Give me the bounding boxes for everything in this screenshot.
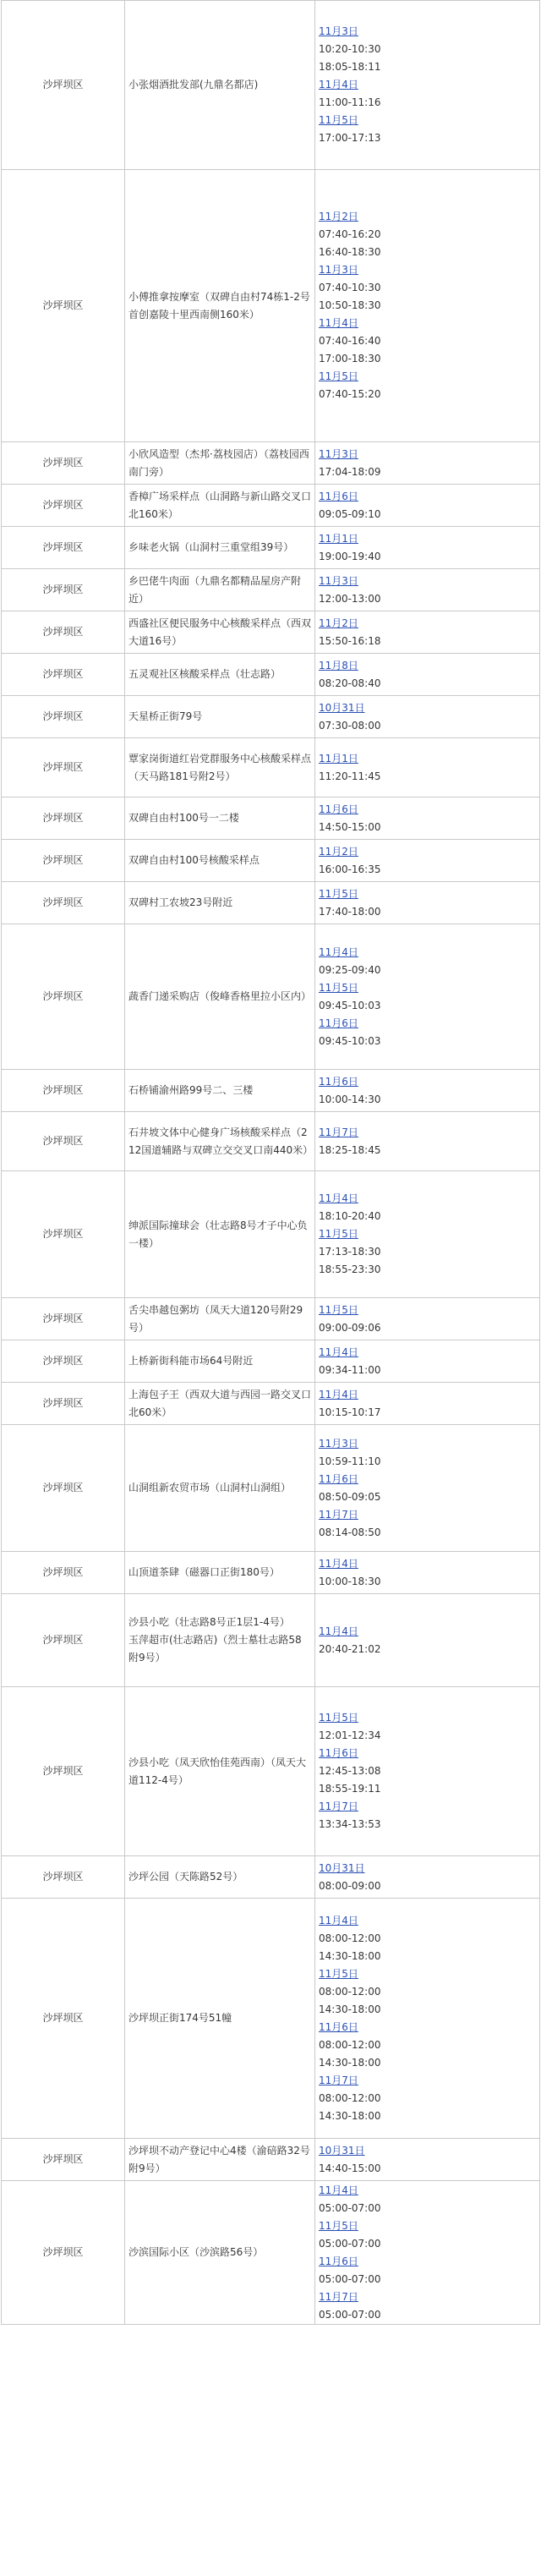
place-name: 沙滨国际小区（沙滨路56号） bbox=[128, 2246, 264, 2258]
time-range: 07:40-15:20 bbox=[319, 388, 381, 400]
time-cell bbox=[315, 696, 540, 738]
time-range: 17:13-18:30 bbox=[319, 1246, 381, 1258]
time-range: 18:55-19:11 bbox=[319, 1783, 381, 1795]
district-cell: 沙坪坝区 bbox=[2, 1070, 125, 1112]
time-range: 14:30-18:00 bbox=[319, 2056, 381, 2069]
place-name: 天星桥正街79号 bbox=[128, 710, 203, 722]
time-range: 09:45-10:03 bbox=[319, 1034, 381, 1047]
table-row bbox=[2, 1, 540, 170]
time-range: 14:30-18:00 bbox=[319, 2109, 381, 2122]
district-cell: 沙坪坝区 bbox=[2, 1687, 125, 1856]
date-link[interactable]: 11月4日 bbox=[319, 1192, 358, 1204]
table-row bbox=[2, 1899, 540, 2139]
time-range: 09:45-10:03 bbox=[319, 999, 381, 1011]
time-cell bbox=[315, 1070, 540, 1112]
table-row bbox=[2, 485, 540, 527]
time-range: 12:00-13:00 bbox=[319, 592, 381, 605]
time-range: 14:50-15:00 bbox=[319, 820, 381, 833]
time-range: 08:00-12:00 bbox=[319, 2038, 381, 2051]
place-cell bbox=[125, 527, 315, 569]
time-range: 08:00-12:00 bbox=[319, 1985, 381, 1998]
district-cell: 沙坪坝区 bbox=[2, 569, 125, 611]
place-cell bbox=[125, 1340, 315, 1383]
table-row bbox=[2, 797, 540, 840]
table-row bbox=[2, 2139, 540, 2181]
date-link[interactable]: 11月1日 bbox=[319, 532, 358, 545]
date-link[interactable]: 11月4日 bbox=[319, 1388, 358, 1400]
place-cell bbox=[125, 2139, 315, 2181]
district-cell: 沙坪坝区 bbox=[2, 738, 125, 797]
place-cell bbox=[125, 1856, 315, 1899]
place-cell bbox=[125, 654, 315, 696]
district-cell: 沙坪坝区 bbox=[2, 654, 125, 696]
district-cell: 沙坪坝区 bbox=[2, 1425, 125, 1552]
date-link[interactable]: 11月3日 bbox=[319, 264, 358, 276]
time-cell bbox=[315, 1552, 540, 1594]
table-row bbox=[2, 1856, 540, 1899]
table-row bbox=[2, 2181, 540, 2325]
table-row bbox=[2, 882, 540, 924]
district-cell: 沙坪坝区 bbox=[2, 442, 125, 485]
time-cell bbox=[315, 1856, 540, 1899]
table-row bbox=[2, 569, 540, 611]
time-cell bbox=[315, 527, 540, 569]
time-range: 11:00-11:16 bbox=[319, 96, 381, 108]
place-name: 沙县小吃（壮志路8号正1层1-4号） bbox=[128, 1616, 290, 1628]
time-range: 07:40-16:40 bbox=[319, 335, 381, 347]
date-link[interactable]: 11月4日 bbox=[319, 1557, 358, 1570]
place-cell bbox=[125, 611, 315, 654]
date-link[interactable]: 11月6日 bbox=[319, 2020, 358, 2033]
date-link[interactable]: 11月6日 bbox=[319, 2255, 358, 2267]
table-row bbox=[2, 1687, 540, 1856]
district-cell: 沙坪坝区 bbox=[2, 1298, 125, 1340]
place-name: 石桥铺渝州路99号二、三楼 bbox=[128, 1084, 254, 1096]
table-row bbox=[2, 527, 540, 569]
time-range: 08:00-12:00 bbox=[319, 2091, 381, 2104]
date-link[interactable]: 11月7日 bbox=[319, 1800, 358, 1812]
place-cell bbox=[125, 1112, 315, 1171]
time-range: 07:40-16:20 bbox=[319, 228, 381, 240]
time-range: 13:34-13:53 bbox=[319, 1818, 381, 1830]
date-link[interactable]: 11月2日 bbox=[319, 617, 358, 629]
date-link[interactable]: 11月3日 bbox=[319, 574, 358, 587]
time-range: 11:20-11:45 bbox=[319, 770, 381, 782]
time-cell bbox=[315, 1594, 540, 1687]
time-cell bbox=[315, 1383, 540, 1425]
date-link[interactable]: 11月4日 bbox=[319, 945, 358, 958]
place-cell bbox=[125, 1687, 315, 1856]
date-link[interactable]: 10月31日 bbox=[319, 1861, 365, 1874]
district-cell: 沙坪坝区 bbox=[2, 797, 125, 840]
date-link[interactable]: 11月5日 bbox=[319, 1967, 358, 1980]
time-range: 19:00-19:40 bbox=[319, 550, 381, 562]
date-link[interactable]: 11月7日 bbox=[319, 2290, 358, 2303]
district-cell: 沙坪坝区 bbox=[2, 1594, 125, 1687]
date-link[interactable]: 11月7日 bbox=[319, 1126, 358, 1138]
time-range: 07:40-10:30 bbox=[319, 282, 381, 293]
time-cell bbox=[315, 569, 540, 611]
time-cell bbox=[315, 1171, 540, 1298]
district-cell: 沙坪坝区 bbox=[2, 1856, 125, 1899]
time-range: 09:25-09:40 bbox=[319, 963, 381, 976]
place-name: 舌尖串越包粥坊（凤天大道120号附29号） bbox=[128, 1303, 303, 1334]
table-row bbox=[2, 1298, 540, 1340]
place-cell bbox=[125, 442, 315, 485]
time-cell bbox=[315, 1340, 540, 1383]
place-name: 覃家岗街道红岩党群服务中心核酸采样点（天马路181号附2号） bbox=[128, 752, 312, 782]
place-name: 香樟广场采样点（山洞路与新山路交叉口北160米） bbox=[128, 490, 312, 520]
district-cell: 沙坪坝区 bbox=[2, 527, 125, 569]
place-cell bbox=[125, 1383, 315, 1425]
district-cell: 沙坪坝区 bbox=[2, 1340, 125, 1383]
place-name: 上桥新街科能市场64号附近 bbox=[128, 1355, 254, 1367]
place-name: 五灵观社区核酸采样点（壮志路） bbox=[128, 668, 281, 680]
table-row bbox=[2, 696, 540, 738]
time-cell bbox=[315, 654, 540, 696]
date-link[interactable]: 10月31日 bbox=[319, 2144, 365, 2157]
place-name: 石井坡文体中心健身广场核酸采样点（212国道辅路与双碑立交交叉口南440米） bbox=[128, 1126, 314, 1156]
time-cell bbox=[315, 1687, 540, 1856]
time-range: 12:01-12:34 bbox=[319, 1729, 381, 1741]
place-name: 沙县小吃（凤天欣怡佳苑西南）（凤天大道112-4号） bbox=[128, 1756, 307, 1786]
time-cell bbox=[315, 840, 540, 882]
time-range: 14:40-15:00 bbox=[319, 2162, 381, 2174]
time-range: 10:20-10:30 bbox=[319, 43, 381, 55]
time-cell bbox=[315, 1112, 540, 1171]
time-range: 10:59-11:10 bbox=[319, 1455, 381, 1467]
time-range: 05:00-07:00 bbox=[319, 2308, 381, 2321]
district-cell: 沙坪坝区 bbox=[2, 696, 125, 738]
time-range: 18:55-23:30 bbox=[319, 1263, 381, 1275]
time-range: 10:15-10:17 bbox=[319, 1406, 381, 1418]
time-range: 17:00-18:30 bbox=[319, 353, 381, 364]
time-cell bbox=[315, 611, 540, 654]
time-range: 05:00-07:00 bbox=[319, 2272, 381, 2285]
place-name: 乡巴佬牛肉面（九鼎名都精品屋房产附近） bbox=[128, 574, 302, 605]
place-cell bbox=[125, 2181, 315, 2325]
table-row bbox=[2, 1112, 540, 1171]
time-range: 15:50-16:18 bbox=[319, 634, 381, 647]
time-range: 17:00-17:13 bbox=[319, 132, 381, 144]
date-link[interactable]: 11月2日 bbox=[319, 845, 358, 858]
time-range: 08:50-09:05 bbox=[319, 1490, 381, 1503]
table-row bbox=[2, 924, 540, 1070]
district-cell: 沙坪坝区 bbox=[2, 840, 125, 882]
place-name: 乡味老火锅（山洞村三重堂组39号） bbox=[128, 541, 294, 553]
time-range: 07:30-08:00 bbox=[319, 719, 381, 732]
table-row bbox=[2, 1171, 540, 1298]
district-cell: 沙坪坝区 bbox=[2, 485, 125, 527]
district-cell: 沙坪坝区 bbox=[2, 924, 125, 1070]
place-cell bbox=[125, 1899, 315, 2139]
place-name: 上海包子王（西双大道与西园一路交叉口北60米） bbox=[128, 1388, 312, 1418]
place-name: 小傅推拿按摩室（双碑自由村74栋1-2号首创嘉陵十里西南侧160米） bbox=[128, 290, 310, 321]
time-cell bbox=[315, 170, 540, 442]
time-cell bbox=[315, 738, 540, 797]
place-cell bbox=[125, 569, 315, 611]
date-link[interactable]: 11月4日 bbox=[319, 317, 358, 329]
time-range: 17:04-18:09 bbox=[319, 465, 381, 478]
place-name: 沙坪坝正街174号51幢 bbox=[128, 2012, 232, 2024]
date-link[interactable]: 11月3日 bbox=[319, 25, 358, 37]
time-range: 12:45-13:08 bbox=[319, 1765, 381, 1777]
time-range: 08:14-08:50 bbox=[319, 1526, 381, 1538]
district-cell: 沙坪坝区 bbox=[2, 2181, 125, 2325]
time-cell bbox=[315, 1899, 540, 2139]
date-link[interactable]: 11月5日 bbox=[319, 2219, 358, 2232]
time-range: 08:00-12:00 bbox=[319, 1932, 381, 1944]
date-link[interactable]: 11月3日 bbox=[319, 447, 358, 460]
date-link[interactable]: 11月5日 bbox=[319, 1303, 358, 1316]
time-cell bbox=[315, 924, 540, 1070]
place-cell bbox=[125, 1594, 315, 1687]
district-cell: 沙坪坝区 bbox=[2, 1, 125, 170]
place-name: 山洞组新农贸市场（山洞村山洞组） bbox=[128, 1482, 292, 1494]
place-cell bbox=[125, 797, 315, 840]
time-range: 17:40-18:00 bbox=[319, 905, 381, 918]
place-cell bbox=[125, 170, 315, 442]
time-cell bbox=[315, 1298, 540, 1340]
date-link[interactable]: 11月5日 bbox=[319, 981, 358, 994]
time-range: 14:30-18:00 bbox=[319, 2003, 381, 2015]
place-cell bbox=[125, 1298, 315, 1340]
date-link[interactable]: 11月6日 bbox=[319, 490, 358, 502]
table-row bbox=[2, 1383, 540, 1425]
date-link[interactable]: 11月5日 bbox=[319, 1712, 358, 1724]
district-cell: 沙坪坝区 bbox=[2, 170, 125, 442]
place-name: 蔬香门递采购店（俊峰香格里拉小区内） bbox=[128, 990, 312, 1002]
place-name: 沙坪公园（天陈路52号） bbox=[128, 1871, 243, 1883]
time-range: 09:34-11:00 bbox=[319, 1363, 381, 1376]
time-range: 18:25-18:45 bbox=[319, 1143, 381, 1156]
district-cell: 沙坪坝区 bbox=[2, 2139, 125, 2181]
date-link[interactable]: 11月4日 bbox=[319, 2184, 358, 2196]
place-cell bbox=[125, 1425, 315, 1552]
date-link[interactable]: 11月1日 bbox=[319, 752, 358, 765]
district-cell: 沙坪坝区 bbox=[2, 611, 125, 654]
table-row bbox=[2, 1070, 540, 1112]
time-range: 20:40-21:02 bbox=[319, 1642, 381, 1655]
place-name: 双碑自由村100号核酸采样点 bbox=[128, 854, 260, 866]
time-cell bbox=[315, 2139, 540, 2181]
place-cell bbox=[125, 840, 315, 882]
time-cell bbox=[315, 485, 540, 527]
date-link[interactable]: 10月31日 bbox=[319, 701, 365, 714]
date-link[interactable]: 11月3日 bbox=[319, 1437, 358, 1450]
place-cell bbox=[125, 1171, 315, 1298]
place-cell bbox=[125, 738, 315, 797]
date-link[interactable]: 11月6日 bbox=[319, 1017, 358, 1029]
date-link[interactable]: 11月4日 bbox=[319, 79, 358, 90]
place-name: 小欣风造型（杰邦·荔枝园店）（荔枝园西南门旁） bbox=[128, 447, 309, 478]
district-cell: 沙坪坝区 bbox=[2, 882, 125, 924]
time-range: 09:05-09:10 bbox=[319, 507, 381, 520]
date-link[interactable]: 11月5日 bbox=[319, 114, 358, 126]
place-name: 沙坪坝不动产登记中心4楼（渝碚路32号附9号） bbox=[128, 2144, 310, 2174]
place-cell bbox=[125, 924, 315, 1070]
date-link[interactable]: 11月4日 bbox=[319, 1346, 358, 1358]
table-row bbox=[2, 1552, 540, 1594]
place-name: 双碑自由村100号一二楼 bbox=[128, 812, 239, 824]
time-range: 10:00-18:30 bbox=[319, 1575, 381, 1587]
table-row bbox=[2, 840, 540, 882]
place-name: 双碑村工农坡23号附近 bbox=[128, 896, 233, 908]
table-row bbox=[2, 1425, 540, 1552]
table-row bbox=[2, 654, 540, 696]
table-row bbox=[2, 611, 540, 654]
district-cell: 沙坪坝区 bbox=[2, 1171, 125, 1298]
date-link[interactable]: 11月5日 bbox=[319, 1228, 358, 1240]
time-cell bbox=[315, 1425, 540, 1552]
time-range: 18:05-18:11 bbox=[319, 61, 381, 73]
locations-table-body bbox=[2, 1, 540, 2325]
locations-table bbox=[1, 0, 540, 2325]
district-cell: 沙坪坝区 bbox=[2, 1112, 125, 1171]
date-link[interactable]: 11月2日 bbox=[319, 211, 358, 222]
place-name: 绅派国际撞球会（壮志路8号才子中心负一楼） bbox=[128, 1219, 308, 1249]
place-cell bbox=[125, 1070, 315, 1112]
time-range: 09:00-09:06 bbox=[319, 1321, 381, 1334]
time-cell bbox=[315, 882, 540, 924]
table-row bbox=[2, 170, 540, 442]
time-range: 18:10-20:40 bbox=[319, 1210, 381, 1222]
place-name-secondary: 玉萍超市(壮志路店)（烈士墓壮志路58附9号） bbox=[128, 1634, 302, 1663]
date-link[interactable]: 11月5日 bbox=[319, 887, 358, 900]
date-link[interactable]: 11月6日 bbox=[319, 803, 358, 815]
district-cell: 沙坪坝区 bbox=[2, 1383, 125, 1425]
time-range: 05:00-07:00 bbox=[319, 2201, 381, 2214]
place-cell bbox=[125, 882, 315, 924]
time-cell bbox=[315, 442, 540, 485]
date-link[interactable]: 11月6日 bbox=[319, 1075, 358, 1088]
district-cell: 沙坪坝区 bbox=[2, 1552, 125, 1594]
place-cell bbox=[125, 1, 315, 170]
date-link[interactable]: 11月6日 bbox=[319, 1747, 358, 1759]
time-range: 05:00-07:00 bbox=[319, 2237, 381, 2250]
district-cell: 沙坪坝区 bbox=[2, 1899, 125, 2139]
time-range: 10:50-18:30 bbox=[319, 299, 381, 311]
date-link[interactable]: 11月5日 bbox=[319, 370, 358, 382]
date-link[interactable]: 11月6日 bbox=[319, 1472, 358, 1485]
place-name: 山顶道茶肆（磁器口正街180号） bbox=[128, 1566, 280, 1578]
table-row bbox=[2, 738, 540, 797]
time-range: 16:40-18:30 bbox=[319, 246, 381, 258]
place-cell bbox=[125, 485, 315, 527]
table-row bbox=[2, 1340, 540, 1383]
time-range: 16:00-16:35 bbox=[319, 863, 381, 875]
table-row bbox=[2, 1594, 540, 1687]
date-link[interactable]: 11月4日 bbox=[319, 1625, 358, 1637]
time-range: 08:20-08:40 bbox=[319, 677, 381, 689]
time-cell bbox=[315, 2181, 540, 2325]
place-cell bbox=[125, 696, 315, 738]
time-range: 10:00-14:30 bbox=[319, 1093, 381, 1105]
time-range: 14:30-18:00 bbox=[319, 1949, 381, 1962]
date-link[interactable]: 11月4日 bbox=[319, 1914, 358, 1927]
date-link[interactable]: 11月7日 bbox=[319, 2074, 358, 2086]
date-link[interactable]: 11月7日 bbox=[319, 1508, 358, 1521]
place-name: 小张烟酒批发部(九鼎名都店) bbox=[128, 79, 259, 90]
date-link[interactable]: 11月8日 bbox=[319, 659, 358, 671]
place-cell bbox=[125, 1552, 315, 1594]
table-row bbox=[2, 442, 540, 485]
time-cell bbox=[315, 1, 540, 170]
place-name: 西盛社区便民服务中心核酸采样点（西双大道16号） bbox=[128, 617, 312, 647]
time-cell bbox=[315, 797, 540, 840]
time-range: 08:00-09:00 bbox=[319, 1879, 381, 1892]
